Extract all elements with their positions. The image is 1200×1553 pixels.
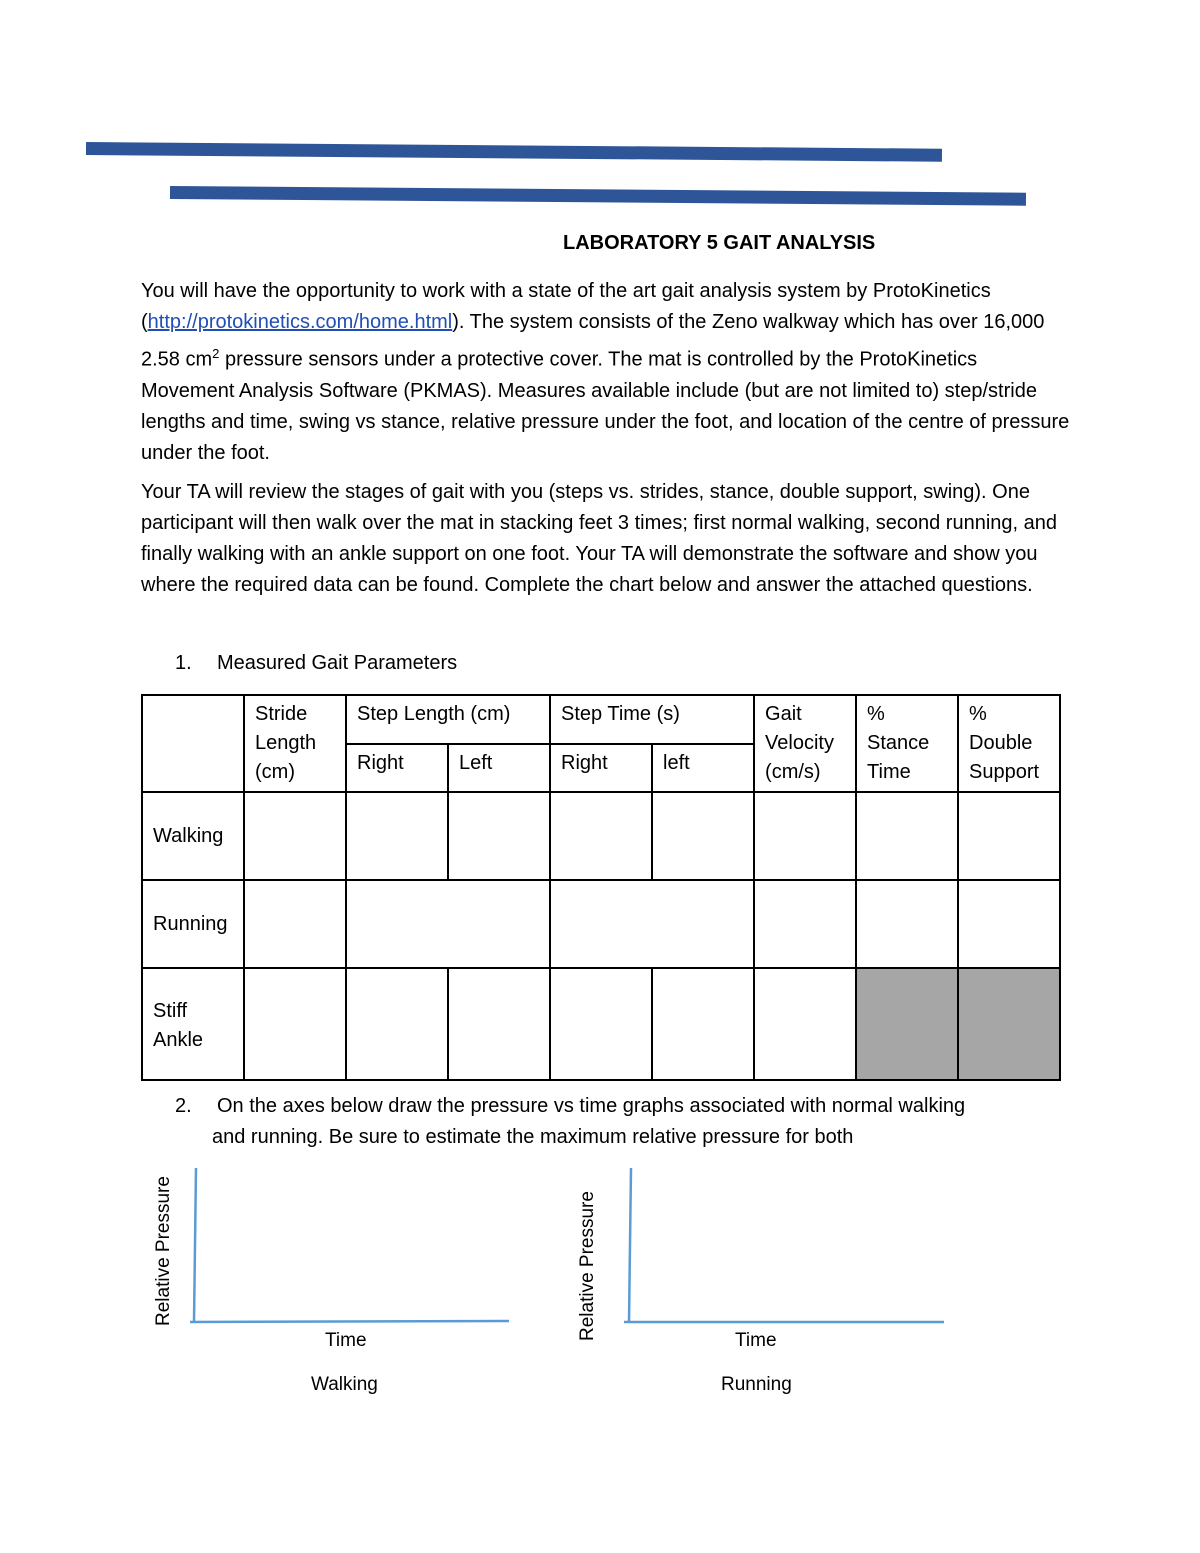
walking-x-label: Time: [325, 1330, 367, 1351]
header-double-support: % Double Support: [958, 695, 1060, 792]
table-row-stiff-ankle: [142, 968, 1060, 1080]
walking-y-axis: [194, 1168, 196, 1322]
running-x-label: Time: [735, 1330, 777, 1351]
subheader-step-time-left: left: [652, 744, 754, 793]
subheader-step-time-right: Right: [550, 744, 652, 793]
intro-paragraph: [141, 276, 1071, 469]
input-cell[interactable]: [448, 968, 550, 1080]
running-y-label: Relative Pressure: [577, 1191, 598, 1341]
subheader-step-length-right: Right: [346, 744, 448, 793]
section-1-heading: [175, 648, 457, 679]
protokinetics-link[interactable]: http://protokinetics.com/home.html: [147, 311, 453, 333]
input-cell[interactable]: [856, 792, 958, 880]
header-gait-velocity: Gait Velocity (cm/s): [754, 695, 856, 792]
input-cell[interactable]: [550, 968, 652, 1080]
superscript-2: 2: [212, 346, 220, 361]
input-cell[interactable]: [346, 792, 448, 880]
header-step-length: Step Length (cm): [346, 695, 550, 744]
section-1-label: Measured Gait Parameters: [217, 652, 458, 674]
input-cell[interactable]: [652, 968, 754, 1080]
input-cell-merged[interactable]: [550, 880, 754, 968]
subheader-step-length-left: Left: [448, 744, 550, 793]
running-caption: Running: [721, 1374, 792, 1395]
header-stance-time: % Stance Time: [856, 695, 958, 792]
input-cell[interactable]: [244, 968, 346, 1080]
row-label: Running: [142, 880, 244, 968]
input-cell[interactable]: [550, 792, 652, 880]
section-2-heading: [175, 1091, 965, 1122]
section-2-line-1: On the axes below draw the pressure vs time graphs associated with normal walking: [217, 1095, 966, 1117]
input-cell[interactable]: [958, 792, 1060, 880]
header-step-time: Step Time (s): [550, 695, 754, 744]
walking-graph-axes[interactable]: [186, 1166, 516, 1330]
intro-text-a: You will have the opportunity to work with a state of the art gait analysis system by ProtoKinetics (: [141, 280, 991, 333]
decorative-stripe-bottom: [170, 186, 1026, 206]
walking-caption: Walking: [311, 1374, 378, 1395]
table-row-running: [142, 880, 1060, 968]
input-cell-merged[interactable]: [346, 880, 550, 968]
input-cell[interactable]: [856, 880, 958, 968]
shaded-cell: [856, 968, 958, 1080]
input-cell[interactable]: [958, 880, 1060, 968]
input-cell[interactable]: [244, 880, 346, 968]
intro-text-c: pressure sensors under a protective cover. The mat is controlled by the ProtoKinetics Movement Analysis Software (PKMAS). Measures available include (but are not limited to) step/stride lengths and time, swing vs stance, relative pressure under the foot, and location of the centre of pressure under the foot.: [141, 348, 1070, 464]
table-row-walking: [142, 792, 1060, 880]
input-cell[interactable]: [754, 968, 856, 1080]
running-graph-axes[interactable]: [620, 1166, 950, 1330]
page-title: LABORATORY 5 GAIT ANALYSIS: [563, 232, 876, 254]
gait-parameters-table: [141, 694, 1061, 1081]
input-cell[interactable]: [448, 792, 550, 880]
section-1-number: 1.: [175, 652, 192, 674]
input-cell[interactable]: [346, 968, 448, 1080]
input-cell[interactable]: [652, 792, 754, 880]
walking-y-label: Relative Pressure: [153, 1176, 174, 1326]
shaded-cell: [958, 968, 1060, 1080]
section-2-line-2: and running. Be sure to estimate the maximum relative pressure for both: [212, 1126, 854, 1148]
row-label: Walking: [142, 792, 244, 880]
instructions-paragraph: Your TA will review the stages of gait with you (steps vs. strides, stance, double support, swing). One participant will then walk over the mat in stacking feet 3 times; first normal walking, second running, and finally walking with an ankle support on one foot. Your TA will demonstrate the software and show you where the required data can be found. Complete the chart below and answer the attached questions.: [141, 481, 1057, 596]
input-cell[interactable]: [244, 792, 346, 880]
row-label: Stiff Ankle: [142, 968, 244, 1080]
decorative-stripe-top: [86, 142, 942, 162]
section-2-number: 2.: [175, 1095, 192, 1117]
header-stride-length: Stride Length (cm): [244, 695, 346, 792]
header-empty-cell: [142, 695, 244, 792]
walking-x-axis: [190, 1321, 509, 1322]
input-cell[interactable]: [754, 792, 856, 880]
running-y-axis: [629, 1168, 631, 1322]
intro-text-b: ). The system consists of the Zeno walkway which has over 16,000 2.58 cm: [141, 311, 1045, 371]
input-cell[interactable]: [754, 880, 856, 968]
